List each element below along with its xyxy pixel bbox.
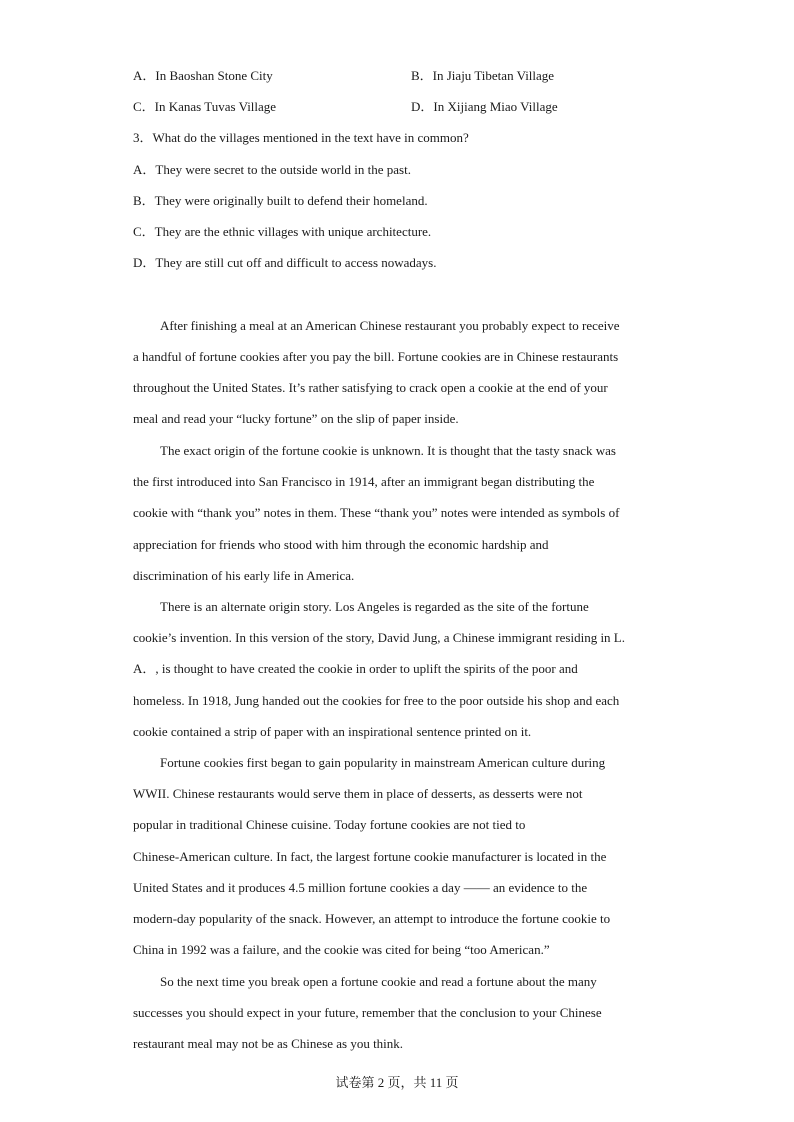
q2-option-d: D．In Xijiang Miao Village [411, 99, 558, 114]
q3-option-a: A．They were secret to the outside world in the past. [133, 162, 411, 177]
passage-line: appreciation for friends who stood with him through the economic hardship and [133, 537, 549, 552]
passage-line: meal and read your “lucky fortune” on the slip of paper inside. [133, 411, 459, 426]
passage-line: popular in traditional Chinese cuisine. Today fortune cookies are not tied to [133, 817, 526, 832]
passage-line: WWII. Chinese restaurants would serve them in place of desserts, as desserts were not [133, 786, 583, 801]
passage-line: China in 1992 was a failure, and the cookie was cited for being “too American.” [133, 942, 550, 957]
passage-line: discrimination of his early life in America. [133, 568, 355, 583]
passage-line: A．, is thought to have created the cookie in order to uplift the spirits of the poor and [133, 661, 578, 676]
passage-line: After finishing a meal at an American Chinese restaurant you probably expect to receive [160, 318, 620, 333]
passage-line: Fortune cookies first began to gain popularity in mainstream American culture during [160, 755, 606, 770]
passage-line: throughout the United States. It’s rather satisfying to crack open a cookie at the end of your [133, 380, 608, 395]
passage-line: cookie with “thank you” notes in them. These “thank you” notes were intended as symbols of [133, 505, 620, 520]
passage-line: homeless. In 1918, Jung handed out the cookies for free to the poor outside his shop and each [133, 693, 620, 708]
q3-option-b: B．They were originally built to defend their homeland. [133, 193, 428, 208]
passage-line: There is an alternate origin story. Los Angeles is regarded as the site of the fortune [160, 599, 589, 614]
q3-option-c: C．They are the ethnic villages with unique architecture. [133, 224, 432, 239]
q2-option-c: C．In Kanas Tuvas Village [133, 99, 277, 114]
passage-line: a handful of fortune cookies after you pay the bill. Fortune cookies are in Chinese restaurants [133, 349, 619, 364]
passage-line: The exact origin of the fortune cookie is unknown. It is thought that the tasty snack was [160, 443, 616, 458]
q3-stem: 3．What do the villages mentioned in the text have in common? [133, 130, 469, 145]
passage-line: modern-day popularity of the snack. However, an attempt to introduce the fortune cookie to [133, 911, 611, 926]
passage-line: the first introduced into San Francisco in 1914, after an immigrant began distributing the [133, 474, 595, 489]
q2-option-b: B．In Jiaju Tibetan Village [411, 68, 555, 83]
passage-line: United States and it produces 4.5 million fortune cookies a day —— an evidence to the [133, 880, 588, 895]
passage-line: cookie’s invention. In this version of the story, David Jung, a Chinese immigrant residing in L. [133, 630, 626, 645]
q3-option-d: D．They are still cut off and difficult to access nowadays. [133, 255, 437, 270]
passage-line: successes you should expect in your future, remember that the conclusion to your Chinese [133, 1005, 602, 1020]
passage-line: So the next time you break open a fortune cookie and read a fortune about the many [160, 974, 597, 989]
passage-line: restaurant meal may not be as Chinese as you think. [133, 1036, 404, 1051]
passage-line: Chinese-American culture. In fact, the largest fortune cookie manufacturer is located in the [133, 849, 607, 864]
passage-line: cookie contained a strip of paper with an inspirational sentence printed on it. [133, 724, 532, 739]
q2-option-a: A．In Baoshan Stone City [133, 68, 273, 83]
page-footer: 试卷第 2 页，共 11 页 [335, 1075, 459, 1090]
